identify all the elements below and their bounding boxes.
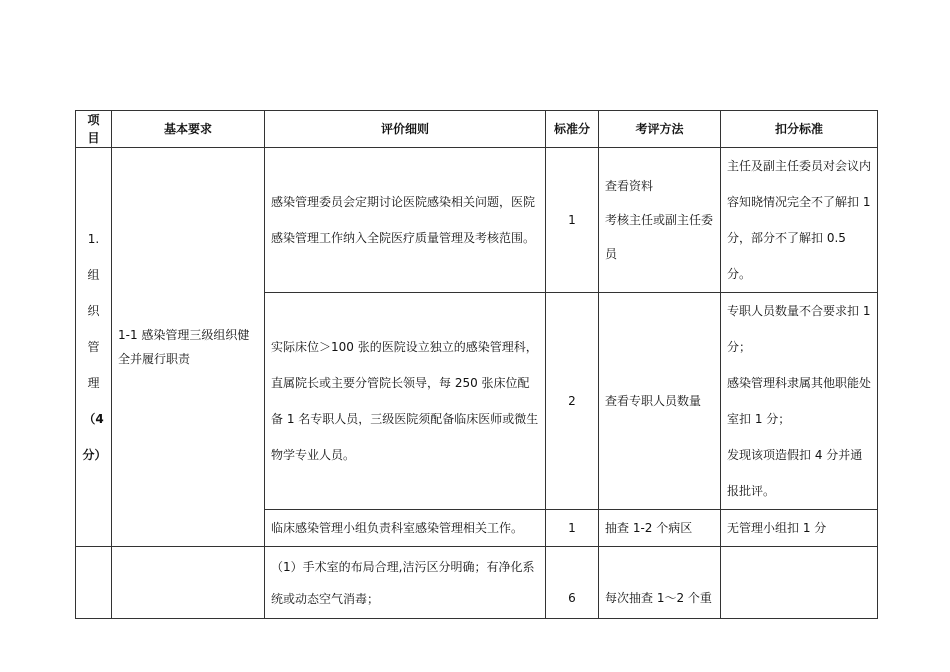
table-row <box>76 547 878 619</box>
method-cell <box>599 293 721 510</box>
method-cell <box>599 510 721 547</box>
evaluation-table <box>75 110 878 619</box>
header-method: 考评方法 <box>599 111 721 148</box>
method-line: 查看资料 <box>605 179 654 193</box>
table-row <box>76 148 878 293</box>
header-requirement: 基本要求 <box>112 111 265 148</box>
deduction-line: 无管理小组扣 1 分 <box>727 521 827 535</box>
detail-cell: 实际床位＞100 张的医院设立独立的感染管理科，直属院长或主要分管院长领导，每 250 张床位配备 1 名专职人员，三级医院须配备临床医师或微生物学专业人员。 <box>265 293 546 510</box>
score-cell: 1 <box>546 510 599 547</box>
deduction-line: 发现该项造假扣 4 分并通报批评。 <box>727 448 863 498</box>
method-line: 考核主任或副主任委员 <box>605 213 714 261</box>
deduction-line: 感染管理科隶属其他职能处室扣 1 分； <box>727 376 872 426</box>
requirement-cell: 1-1 感染管理三级组织健全并履行职责 <box>112 148 265 547</box>
deduction-cell <box>721 547 878 619</box>
method-cell <box>599 148 721 293</box>
item-line: 织管 <box>87 304 100 354</box>
item-line: （4 <box>83 412 104 426</box>
deduction-cell <box>721 510 878 547</box>
item-cell <box>76 547 112 619</box>
detail-cell: 临床感染管理小组负责科室感染管理相关工作。 <box>265 510 546 547</box>
method-cell: 每次抽查 1～2 个重 <box>599 547 721 619</box>
header-deduction: 扣分标准 <box>721 111 878 148</box>
item-line: 理 <box>87 376 100 390</box>
method-line: 抽查 1-2 个病区 <box>605 521 693 535</box>
method-line: 查看专职人员数量 <box>605 394 702 408</box>
deduction-line: 主任及副主任委员对会议内容知晓情况完全不了解扣 1 分，部分不了解扣 0.5 分。 <box>727 159 872 281</box>
deduction-line: 专职人员数量不合要求扣 1 分； <box>727 304 871 354</box>
item-line: 分） <box>82 448 107 462</box>
detail-cell: （1）手术室的布局合理,洁污区分明确；有净化系统或动态空气消毒； <box>265 547 546 619</box>
requirement-cell <box>112 547 265 619</box>
score-cell: 2 <box>546 293 599 510</box>
detail-cell: 感染管理委员会定期讨论医院感染相关问题，医院感染管理工作纳入全院医疗质量管理及考核范围。 <box>265 148 546 293</box>
header-item: 项目 <box>76 111 112 148</box>
deduction-cell <box>721 293 878 510</box>
score-cell: 6 <box>546 547 599 619</box>
header-row <box>76 111 878 148</box>
item-line: 1.组 <box>87 232 100 282</box>
deduction-cell <box>721 148 878 293</box>
header-score: 标准分 <box>546 111 599 148</box>
header-detail: 评价细则 <box>265 111 546 148</box>
item-cell <box>76 148 112 547</box>
score-cell: 1 <box>546 148 599 293</box>
